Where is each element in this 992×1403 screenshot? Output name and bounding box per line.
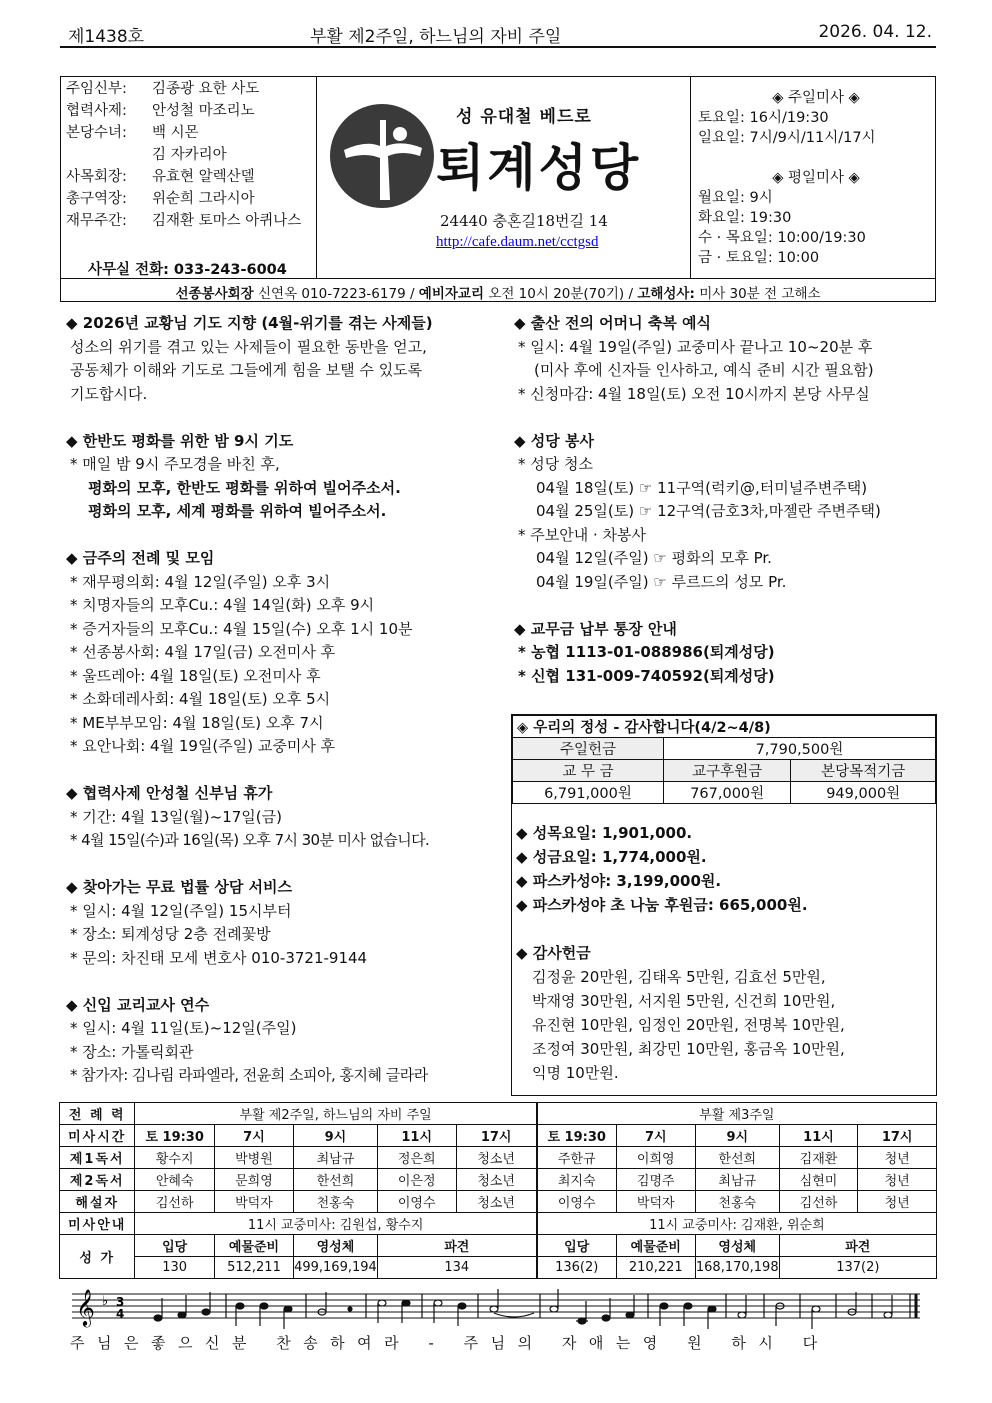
liturgy-table <box>59 1102 937 1279</box>
special-offerings: ◆ 성목요일: 1,901,000. ◆ 성금요일: 1,774,000원. ◆ 파스카성야: 3,199,000원. ◆ 파스카성야 초 나눔 후원금: 665,000원. ◆ 감사헌금 김정윤 20만원, 김태옥 5만원, 김효선 5만원, 박재영 30만원, 서지원 5만원, 신건희 10만원, 유진현 10만원, 임정인 20만원, 전명복 10만원, 조정여 30만원, 최강민 10만원, 홍금옥 10만원, 익명 10만원. <box>516 824 845 1082</box>
staff-row: 사목회장: 유효현 알렉산델 <box>66 169 255 185</box>
svg-text:3: 3 <box>116 1295 125 1309</box>
table-row: 제1독서 황수지 박병원 최남규 정은희 청소년 주한규 이희영 한선희 김재환 청년 <box>60 1147 937 1169</box>
notes <box>154 1289 916 1329</box>
divider <box>316 76 317 278</box>
issue-date: 2026. 04. 12. <box>818 22 932 42</box>
right-column <box>514 312 934 712</box>
priest-vacation-section: ◆ 협력사제 안성철 신부님 휴가 * 기간: 4월 13일(월)~17일(금) * 4월 15일(수)과 16일(목) 오후 7시 30분 미사 없습니다. <box>66 784 430 849</box>
staff-row: 김 자카리아 <box>152 147 227 163</box>
mother-blessing-section: ◆ 출산 전의 어머니 축복 예식 * 일시: 4월 19일(주일) 교중미사 끝나고 10~20분 후 (미사 후에 신자들 인사하고, 예식 준비 시간 필요함) * 신청마감: 4월 18일(토) 오전 10시까지 본당 사무실 <box>514 314 874 403</box>
issue-number: 제1438호 <box>68 27 145 47</box>
table-row: 해설자 김선하 박덕자 천홍숙 이영수 청소년 이영수 박덕자 천홍숙 김선하 청년 <box>60 1191 937 1213</box>
table-row: 미사시간 토 19:30 7시 9시 11시 17시 토 19:30 7시 9시 11시 17시 <box>60 1125 937 1147</box>
office-phone: 사무실 전화: 033-243-6004 <box>88 262 287 278</box>
sacrament-info-bar: 선종봉사회장 신연옥 010-7223-6179 / 예비자교리 오전 10시 20분(70기) / 고해성사: 미사 30분 전 고해소 <box>175 286 821 302</box>
mass-times <box>698 88 934 268</box>
peace-prayer-section: ◆ 한반도 평화를 위한 밤 9시 기도 * 매일 밤 9시 주모경을 바친 후, 평화의 모후, 한반도 평화를 위하여 빌어주소서. 평화의 모후, 세계 평화를 위하여 빌어주소서. <box>66 431 401 520</box>
masthead-line <box>60 20 936 48</box>
catechist-training-section: ◆ 신입 교리교사 연수 * 일시: 4월 11일(토)~12일(주일) * 장소: 가톨릭회관 * 참가자: 김나림 라파엘라, 전윤희 소피아, 홍지혜 글라라 <box>66 995 428 1084</box>
church-subtitle: 성 유대철 베드로 <box>456 107 592 127</box>
svg-text:4: 4 <box>116 1307 125 1321</box>
bank-account-section: ◆ 교무금 납부 통장 안내 * 농협 1113-01-088986(퇴계성당) * 신협 131-009-740592(퇴계성당) <box>514 619 775 685</box>
church-name: 퇴계성당 <box>436 139 642 197</box>
left-column <box>66 312 506 1111</box>
divider <box>690 76 691 278</box>
prayer-intention-section: ◆ 2026년 교황님 기도 지향 (4월-위기를 겪는 사제들) 성소의 위기를 겪고 있는 사제들이 필요한 동반을 얻고, 공동체가 이해와 기도로 그들에게 힘을 보탤 수 있도록 기도합시다. <box>66 314 433 403</box>
table-row: 성 가 입당 예물준비 영성체 파견 입당 예물준비 영성체 파견 <box>60 1235 937 1257</box>
mass-line: 금 · 토요일: 10:00 <box>698 250 820 266</box>
staff-row: 총구역장: 위순희 그라시아 <box>66 191 255 207</box>
mass-line: 토요일: 16시/19:30 <box>698 110 829 126</box>
mass-line: 화요일: 19:30 <box>698 210 792 226</box>
sunday-title: 부활 제2주일, 하느님의 자비 주일 <box>310 27 562 47</box>
church-service-section: ◆ 성당 봉사 * 성당 청소 04월 18일(토) ☞ 11구역(럭키@,터미널주변주택) 04월 25일(토) ☞ 12구역(금호3차,마젤란 주변주택) * 주보안내 · 차봉사 04월 12일(주일) ☞ 평화의 모후 Pr. 04월 19일(주일) ☞ 루르드의 성모 Pr. <box>514 431 881 591</box>
table-row: 제2독서 안혜숙 문희영 한선희 이은정 청소년 최지숙 김명주 최남규 심현미 청년 <box>60 1169 937 1191</box>
staff-row: 본당수녀: 백 시몬 <box>66 125 199 141</box>
legal-service-section: ◆ 찾아가는 무료 법률 상담 서비스 * 일시: 4월 12일(주일) 15시부터 * 장소: 퇴계성당 2층 전례꽃방 * 문의: 차진태 모세 변호사 010-3721-9144 <box>66 878 368 967</box>
weekday-mass-title: ◈ 평일미사 ◈ <box>772 170 860 186</box>
table-row: 미사안내 11시 교중미사: 김원섭, 황수지 11시 교중미사: 김재환, 위순희 <box>60 1213 937 1235</box>
hymn-lyrics: 주님은좋으신분 찬송하여라 - 주님의 자애는영 원 하시 다 <box>70 1334 830 1352</box>
church-logo-icon <box>326 100 438 212</box>
weekly-meetings-section: ◆ 금주의 전례 및 모임 * 재무평의회: 4월 12일(주일) 오후 3시 * 치명자들의 모후Cu.: 4월 14일(화) 오후 9시 * 증거자들의 모후Cu.: 4월 15일(수) 오후 1시 10분 * 선종봉사회: 4월 17일(금) 오전미사 후 * 울뜨레아: 4월 18일(토) 오전미사 후 * 소화데레사회: 4월 18일(토) 오후 5시 * ME부부모임: 4월 18일(토) 오후 7시 * 요안나회: 4월 19일(주일) 교중미사 후 <box>66 549 413 755</box>
mass-line: 수 · 목요일: 10:00/19:30 <box>698 230 866 246</box>
sunday-mass-title: ◈ 주일미사 ◈ <box>772 90 860 106</box>
staff-row: 주임신부: 김종광 요한 사도 <box>66 81 260 97</box>
treble-clef-icon: 𝄞 <box>76 1288 95 1326</box>
offerings-box <box>511 714 937 1096</box>
mass-line: 월요일: 9시 <box>698 190 773 206</box>
staff-list <box>66 78 316 232</box>
table-row: 130 512,211 499,169,194 134 136(2) 210,221 168,170,198 137(2) <box>60 1257 937 1279</box>
cafe-link[interactable]: http://cafe.daum.net/cctgsd <box>436 234 599 250</box>
church-address: 24440 충혼길18번길 14 <box>440 212 608 230</box>
table-row: 전 례 력 부활 제2주일, 하느님의 자비 주일 부활 제3주일 <box>60 1103 937 1125</box>
staff-row: 재무주간: 김재환 토마스 아퀴나스 <box>66 213 302 229</box>
staff-row: 협력사제: 안성철 마조리노 <box>66 103 255 119</box>
offerings-table: ◈ 우리의 정성 - 감사합니다(4/2~4/8) 주일헌금 7,790,500원 교 무 금 교구후원금 본당목적기금 6,791,000원 767,000원 949,000원 <box>512 715 936 804</box>
flat-icon: ♭ <box>102 1294 109 1309</box>
mass-line: 일요일: 7시/9시/11시/17시 <box>698 130 876 146</box>
